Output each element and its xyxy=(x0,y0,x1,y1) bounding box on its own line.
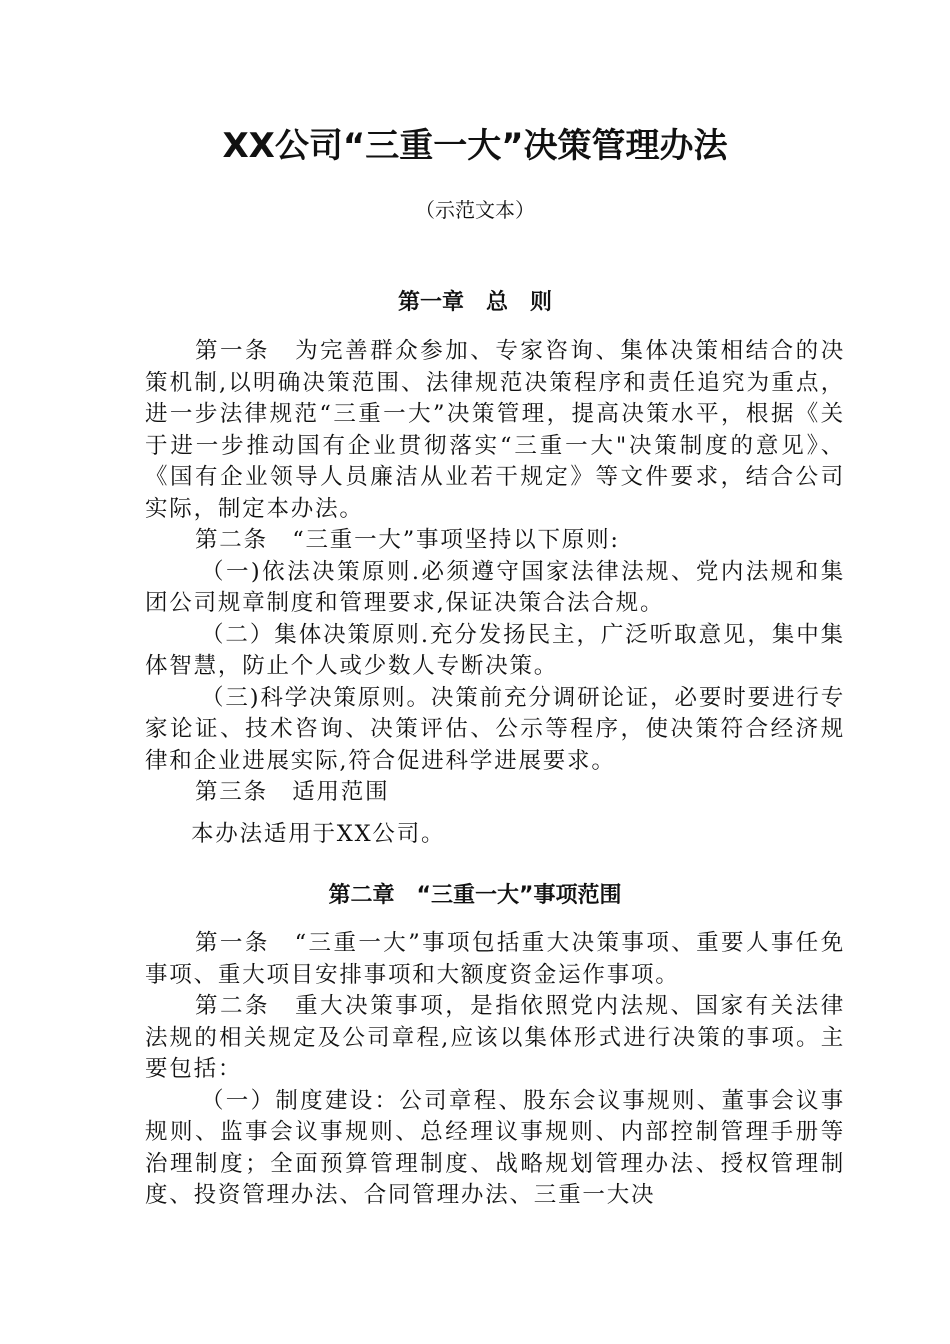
chapter-2-article-2: 第二条 重大决策事项，是指依照党内法规、国家有关法律法规的相关规定及公司章程,应该以集体形式进行决策的事项。主要包括： xyxy=(145,993,845,1082)
chapter-2-body xyxy=(145,928,845,1212)
chapter-1-article-1: 第一条 为完善群众参加、专家咨询、集体决策相结合的决策机制,以明确决策范围、法律规范决策程序和责任追究为重点，进一步法律规范“三重一大”决策管理，提高决策水平，根据《关于进一步推动国有企业贯彻落实“三重一大"决策制度的意见》、《国有企业领导人员廉洁从业若干规定》等文件要求，结合公司实际，制定本办法。 xyxy=(145,338,845,522)
chapter-1-principle-2: （二）集体决策原则.充分发扬民主，广泛听取意见，集中集体智慧，防止个人或少数人专断决策。 xyxy=(145,621,845,679)
chapter-1-principle-3: （三)科学决策原则。决策前充分调研论证，必要时要进行专家论证、技术咨询、决策评估、公示等程序，使决策符合经济规律和企业进展实际,符合促进科学进展要求。 xyxy=(145,684,845,774)
chapter-2-article-1: 第一条 “三重一大”事项包括重大决策事项、重要人事任免事项、重大项目安排事项和大额度资金运作事项。 xyxy=(145,930,845,988)
chapter-1-scope: 本办法适用于XX公司。 xyxy=(191,820,446,847)
document-title: XX公司“三重一大”决策管理办法 xyxy=(222,126,728,166)
chapter-2-heading: 第二章 “三重一大”事项范围 xyxy=(328,883,622,908)
document-subtitle: （示范文本） xyxy=(415,198,535,222)
chapter-1-article-2: 第二条 “三重一大”事项坚持以下原则: xyxy=(195,527,620,553)
chapter-1-heading: 第一章 总 则 xyxy=(397,290,552,315)
chapter-2-item-1: （一）制度建设：公司章程、股东会议事规则、董事会议事规则、监事会议事规则、总经理议事规则、内部控制管理手册等治理制度；全面预算管理制度、战略规划管理办法、授权管理制度、投资管理办法、合同管理办法、三重一大决 xyxy=(145,1087,845,1208)
chapter-1-article-3: 第三条 适用范围 xyxy=(195,779,390,805)
chapter-1-body xyxy=(145,336,845,850)
chapter-1-principle-1: （一)依法决策原则.必须遵守国家法律法规、党内法规和集团公司规章制度和管理要求,保证决策合法合规。 xyxy=(145,558,845,616)
